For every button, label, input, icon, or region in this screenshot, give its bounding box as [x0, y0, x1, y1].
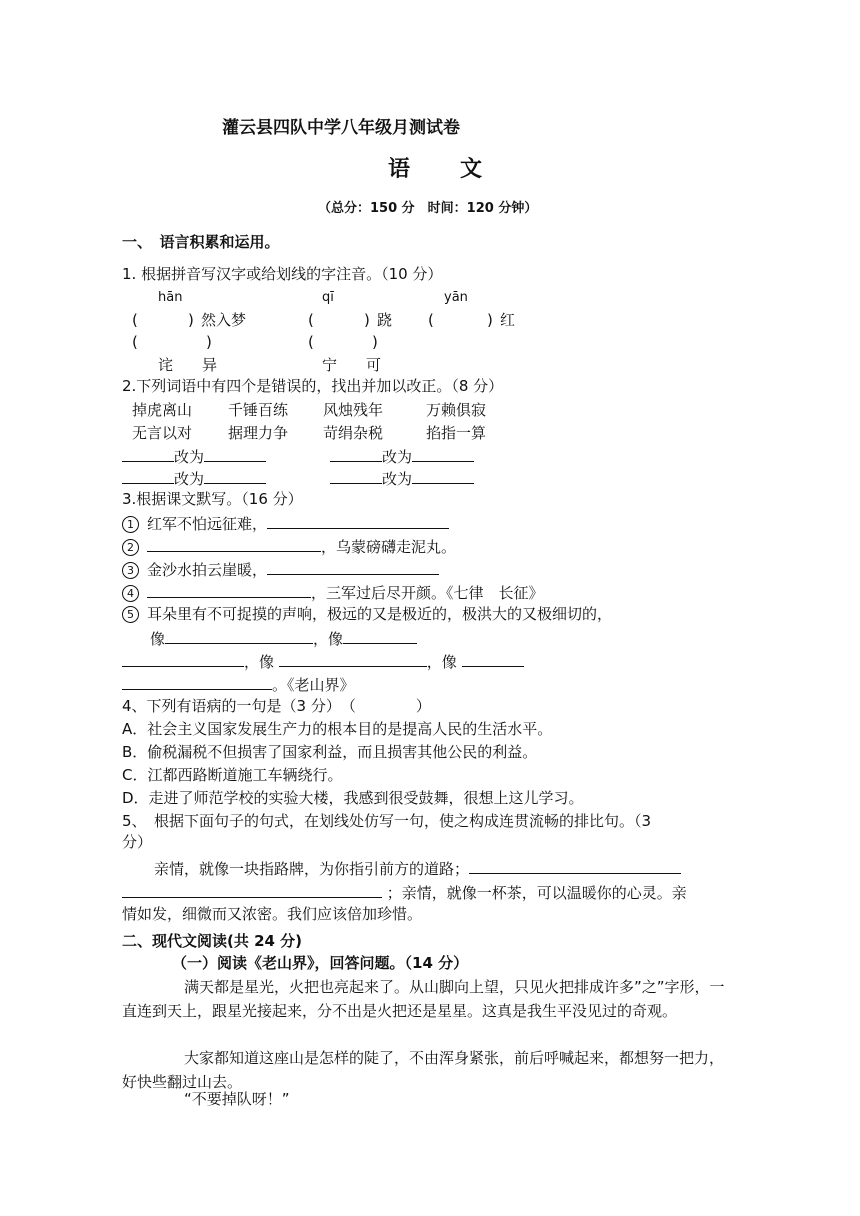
q2-word-2: 千锤百练 [228, 401, 289, 419]
answer-blank[interactable] [122, 445, 174, 462]
change-to-label: 改为 [382, 448, 413, 466]
q3-line-text: 金沙水拍云崖暖， [147, 561, 268, 579]
q3-xiang: ，像 [244, 653, 275, 671]
q5-text: ；亲情，就像一杯茶，可以温暖你的心灵。亲 [386, 884, 687, 902]
q3-end-text: 。《老山界》 [272, 676, 355, 694]
answer-blank[interactable] [122, 650, 244, 667]
exam-meta: （总分：150 分 时间：120 分钟） [318, 201, 538, 216]
pinyin-yan: yān [444, 290, 468, 305]
q2-word-7: 苛绢杂税 [323, 424, 384, 442]
q1-blank-1-close: ) [188, 311, 194, 329]
answer-blank[interactable] [412, 445, 474, 462]
q2-word-5: 无言以对 [132, 424, 193, 442]
answer-blank[interactable] [204, 445, 266, 462]
change-to-label: 改为 [174, 470, 205, 488]
q1-blank-3-close: ) [487, 311, 493, 329]
circled-number: 1 [122, 516, 139, 533]
q3-xiang: ，像 [313, 630, 344, 648]
q2-prompt: 2.下列词语中有四个是错误的，找出并加以改正。（8 分） [122, 377, 504, 395]
q3-line-text: ，三军过后尽开颜。《七律 长征》 [311, 584, 544, 602]
answer-blank[interactable] [122, 673, 272, 690]
answer-blank[interactable] [204, 467, 266, 484]
section2-sub-heading: （一）阅读《老山界》，回答问题。（14 分） [172, 954, 469, 972]
q3-xiang: ，像 [426, 653, 457, 671]
q5-text-line-1 [154, 857, 681, 879]
q2-correction-row-1b [330, 445, 474, 467]
answer-blank[interactable] [279, 650, 427, 667]
q5-text: 亲情，就像一块指路牌，为你指引前方的道路； [154, 860, 470, 878]
answer-blank[interactable] [122, 881, 382, 898]
q2-word-3: 风烛残年 [323, 401, 384, 419]
q2-correction-row-1 [122, 445, 266, 467]
q1-char-yi: 异 [202, 356, 218, 374]
q3-line-3 [122, 558, 439, 580]
answer-blank[interactable] [122, 467, 174, 484]
pinyin-qi: qī [322, 290, 334, 305]
q3-line-4 [122, 581, 544, 603]
q1-blank-4-close: ) [206, 333, 212, 351]
q1-prompt: 1. 根据拼音写汉字或给划线的字注音。（10 分） [122, 265, 443, 283]
q3-line-1 [122, 512, 449, 534]
q4-option-c: C．江都西路断道施工车辆绕行。 [122, 766, 343, 784]
q5-text-line-3: 情如发，细微而又浓密。我们应该倍加珍惜。 [122, 905, 423, 923]
q2-word-8: 掐指一算 [426, 424, 487, 442]
circled-number: 4 [122, 585, 139, 602]
q3-line-5-end [122, 673, 355, 695]
q1-blank-1-open: ( [132, 311, 138, 329]
q4-prompt: 4、下列有语病的一句是（3 分） （ ） [122, 697, 431, 715]
q3-line-text: 耳朵里有不可捉摸的声响，极远的又是极近的，极洪大的又极细切的， [147, 605, 613, 623]
reading-paragraph-1: 满天都是星光，火把也亮起来了。从山脚向上望，只见火把排成许多”之”字形，一直连到天上，跟星光接起来，分不出是火把还是星星。这真是我生平没见过的奇观。 [122, 978, 725, 1020]
answer-blank[interactable] [343, 627, 417, 644]
answer-blank[interactable] [330, 445, 382, 462]
q1-blank-2-close: ) [364, 311, 370, 329]
q2-correction-row-2 [122, 467, 266, 489]
section2-heading: 二、现代文阅读(共 24 分) [122, 932, 303, 950]
answer-blank[interactable] [165, 627, 313, 644]
answer-blank[interactable] [330, 467, 382, 484]
q5-prompt: 5、 根据下面句子的句式，在划线处仿写一句，使之构成连贯流畅的排比句。（3 [122, 812, 652, 830]
q4-option-b: B．偷税漏税不但损害了国家利益，而且损害其他公民的利益。 [122, 743, 538, 761]
circled-number: 2 [122, 539, 139, 556]
q1-char-cha: 诧 [158, 356, 174, 374]
q3-line-5-cont2 [122, 650, 524, 672]
reading-paragraph-3: “不要掉队呀！” [184, 1090, 290, 1108]
q3-xiang: 像 [150, 630, 166, 648]
q1-blank-5-close: ) [372, 333, 378, 351]
q3-line-5 [122, 604, 612, 624]
q2-word-6: 据理力争 [228, 424, 289, 442]
q3-prompt: 3.根据课文默写。（16 分） [122, 490, 303, 508]
q5-text-line-2 [122, 881, 687, 903]
q3-line-text: 红军不怕远征难， [147, 515, 268, 533]
answer-blank[interactable] [267, 558, 439, 575]
q1-blank-4-open: ( [132, 333, 138, 351]
answer-blank[interactable] [469, 857, 681, 874]
circled-number: 5 [122, 606, 139, 623]
school-title: 灌云县四队中学八年级月测试卷 [222, 118, 460, 138]
circled-number: 3 [122, 562, 139, 579]
answer-blank[interactable] [147, 535, 321, 552]
answer-blank[interactable] [147, 581, 311, 598]
q4-option-d: D．走进了师范学校的实验大楼，我感到很受鼓舞，很想上这儿学习。 [122, 789, 584, 807]
q1-word-2: 跷 [377, 311, 393, 329]
q4-option-a: A．社会主义国家发展生产力的根本目的是提高人民的生活水平。 [122, 720, 553, 738]
answer-blank[interactable] [462, 650, 524, 667]
change-to-label: 改为 [174, 448, 205, 466]
answer-blank[interactable] [412, 467, 474, 484]
q1-blank-3-open: ( [428, 311, 434, 329]
answer-blank[interactable] [267, 512, 449, 529]
reading-paragraph-2: 大家都知道这座山是怎样的陡了，不由浑身紧张，前后呼喊起来，都想努一把力，好快些翻过山去。 [122, 1049, 725, 1091]
q2-word-1: 掉虎离山 [132, 401, 193, 419]
q2-correction-row-2b [330, 467, 474, 489]
q5-prompt-cont: 分） [122, 833, 153, 851]
section1-heading: 一、 语言积累和运用。 [122, 233, 280, 251]
q3-line-5-cont [150, 627, 417, 649]
change-to-label: 改为 [382, 470, 413, 488]
pinyin-han: hān [158, 290, 183, 305]
q3-line-text: ，乌蒙磅礴走泥丸。 [321, 538, 457, 556]
q1-blank-5-open: ( [308, 333, 314, 351]
q2-word-4: 万赖俱寂 [426, 401, 487, 419]
subject-title: 语 文 [388, 157, 497, 182]
q1-word-1: 然入梦 [201, 311, 247, 329]
q3-line-2 [122, 535, 456, 557]
q1-char-ke: 可 [366, 356, 382, 374]
q1-char-ning: 宁 [322, 356, 338, 374]
q1-word-3: 红 [500, 311, 516, 329]
q1-blank-2-open: ( [308, 311, 314, 329]
